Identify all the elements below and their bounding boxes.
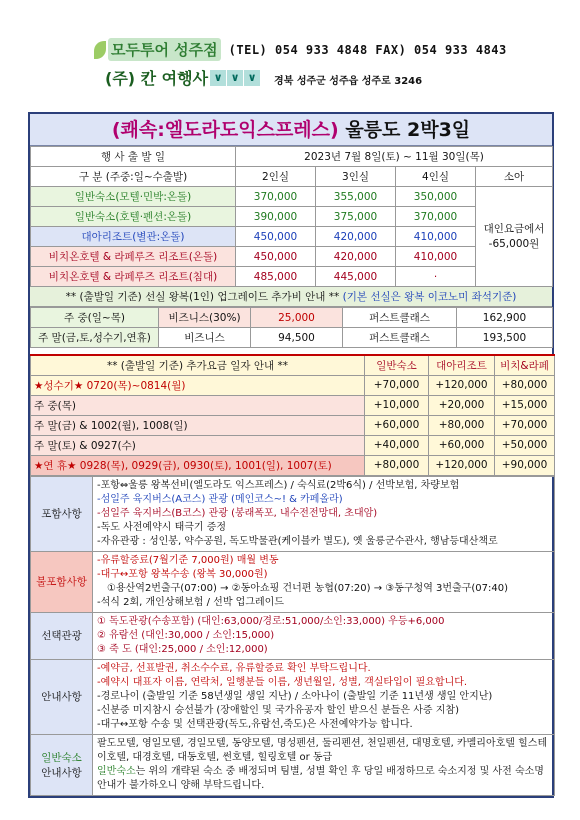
upgrade-price: 162,900 xyxy=(457,308,553,328)
price-table xyxy=(30,146,553,287)
address: 경북 성주군 성주읍 성주로 3246 xyxy=(274,76,423,87)
price-3: 445,000 xyxy=(316,267,396,287)
surcharge-a: +40,000 xyxy=(365,435,429,455)
brand-logo xyxy=(94,38,221,61)
included-line: -섬일주 육지버스(A코스) 관광 (메인코스~! & 카페올라) xyxy=(97,493,343,505)
price-row xyxy=(31,207,553,227)
agency-row xyxy=(105,66,422,89)
optional-line: ① 독도관광(수송포함) (대인:63,000/경로:51,000/소인:33,000) 우등+6,000 xyxy=(97,615,445,627)
lodging-label-a: 일반숙소 xyxy=(41,751,82,764)
upgrade-price: 193,500 xyxy=(457,328,553,348)
bird-logo-icon xyxy=(210,70,260,86)
surcharge-row xyxy=(31,455,555,475)
surcharge-b: +20,000 xyxy=(429,395,495,415)
header-cell: 소아 xyxy=(476,167,553,187)
title-ship: (쾌속:엘도라도익스프레스) xyxy=(111,119,339,141)
surcharge-b: +80,000 xyxy=(429,415,495,435)
price-3: 375,000 xyxy=(316,207,396,227)
surcharge-c: +50,000 xyxy=(495,435,555,455)
brand-name: 모두투어 성주점 xyxy=(108,38,221,61)
excluded-label: 불포함사항 xyxy=(31,551,93,612)
price-4: · xyxy=(396,267,476,287)
room-type: 일반숙소(모텔·민박:온돌) xyxy=(31,187,236,207)
lodging-row xyxy=(31,734,555,795)
price-2: 390,000 xyxy=(236,207,316,227)
brand-row xyxy=(94,38,507,61)
excluded-line: -대구↔포항 왕복수송 (왕복 30,000원) xyxy=(97,568,268,580)
surcharge-c: +80,000 xyxy=(495,375,555,395)
agency-name: (주) 칸 여행사 xyxy=(105,69,209,88)
surcharge-col: 일반숙소 xyxy=(365,355,429,375)
guide-row xyxy=(31,659,555,734)
surcharge-header-row xyxy=(31,355,555,375)
included-line: -포항⇔울릉 왕복선비(엘도라도 익스프레스) / 숙식료(2박6식) / 선박보험, 차량보험 xyxy=(97,479,460,491)
surcharge-a: +10,000 xyxy=(365,395,429,415)
upgrade-notice-a: ** (출발일 기준) 선실 왕복(1인) 업그레이드 추가비 안내 ** xyxy=(65,291,340,303)
excluded-row xyxy=(31,551,555,612)
lodging-note-highlight: 일반숙소 xyxy=(97,765,136,777)
bird-icon: ∨ xyxy=(227,70,243,86)
room-type: 비치온호텔 & 라페루즈 리조트(침대) xyxy=(31,267,236,287)
tel-fax: (TEL) 054 933 4848 FAX) 054 933 4843 xyxy=(228,42,507,57)
price-2: 485,000 xyxy=(236,267,316,287)
surcharge-label: ★연 휴★ 0928(목), 0929(금), 0930(토), 1001(일), 1007(토) xyxy=(31,455,365,475)
upgrade-price: 25,000 xyxy=(251,308,343,328)
surcharge-label: 주 말(토) & 0927(수) xyxy=(31,435,365,455)
info-table xyxy=(30,476,555,796)
price-3: 355,000 xyxy=(316,187,396,207)
upgrade-notice xyxy=(30,287,552,307)
included-line: -자유관광 : 성인봉, 약수공원, 독도박물관(케이블카 별도), 옛 울릉군수관사, 행남등대산책로 xyxy=(97,535,498,547)
guide-content xyxy=(93,659,555,734)
excluded-line: -석식 2회, 개인상해보험 / 선박 업그레이드 xyxy=(97,596,284,608)
price-header-row xyxy=(31,167,553,187)
guide-line: -예약시 대표자 이름, 연락처, 일행분들 이름, 생년월일, 성별, 객실타입이 필요합니다. xyxy=(97,676,468,688)
surcharge-row xyxy=(31,435,555,455)
surcharge-col: 대아리조트 xyxy=(429,355,495,375)
upgrade-table xyxy=(30,307,553,348)
upgrade-notice-b: (기본 선실은 왕복 이코노미 좌석기준) xyxy=(342,291,517,303)
price-2: 370,000 xyxy=(236,187,316,207)
upgrade-class-text: 비즈니스(30%) xyxy=(168,312,241,324)
bird-icon: ∨ xyxy=(210,70,226,86)
surcharge-b: +120,000 xyxy=(429,455,495,475)
surcharge-table xyxy=(30,354,555,476)
price-4: 370,000 xyxy=(396,207,476,227)
surcharge-b: +60,000 xyxy=(429,435,495,455)
guide-line: -예약금, 선표발권, 취소수수료, 유류할증료 확인 부탁드립니다. xyxy=(97,662,371,674)
header-cell: 2인실 xyxy=(236,167,316,187)
room-type: 비치온호텔 & 라페루즈 리조트(온돌) xyxy=(31,247,236,267)
child-price-note: 대인요금에서 -65,000원 xyxy=(476,187,553,287)
surcharge-a: +60,000 xyxy=(365,415,429,435)
header-cell: 구 분 (주중:일~수출발) xyxy=(31,167,236,187)
header-cell: 3인실 xyxy=(316,167,396,187)
guide-line: -대구↔포항 수송 및 선택관광(독도,유람선,죽도)은 사전예약가능 합니다. xyxy=(97,718,413,730)
excluded-content xyxy=(93,551,555,612)
price-row xyxy=(31,227,553,247)
room-type: 대아리조트(별관:온돌) xyxy=(31,227,236,247)
included-line: -섬일주 육지버스(B코스) 관광 (봉래폭포, 내수전전망대, 초대암) xyxy=(97,507,378,519)
price-2: 450,000 xyxy=(236,227,316,247)
included-row xyxy=(31,476,555,551)
lodging-note-text: 는 위의 개략된 숙소 중 배정되며 팀별, 성별 확인 후 당일 배정하므로 숙소지정 및 사전 숙소명 안내가 불가하오니 양해 부탁드립니다. xyxy=(97,765,544,791)
price-4: 410,000 xyxy=(396,247,476,267)
included-label: 포함사항 xyxy=(31,476,93,551)
surcharge-row xyxy=(31,375,555,395)
room-type: 일반숙소(호텔·펜션:온돌) xyxy=(31,207,236,227)
guide-label: 안내사항 xyxy=(31,659,93,734)
price-4: 410,000 xyxy=(396,227,476,247)
upgrade-class: 비즈니스 xyxy=(159,328,251,348)
upgrade-price: 94,500 xyxy=(251,328,343,348)
surcharge-row xyxy=(31,415,555,435)
upgrade-period: 주 말(금,토,성수기,연휴) xyxy=(31,328,159,348)
surcharge-c: +90,000 xyxy=(495,455,555,475)
surcharge-b: +120,000 xyxy=(429,375,495,395)
price-3: 420,000 xyxy=(316,247,396,267)
price-3: 420,000 xyxy=(316,227,396,247)
upgrade-class: 퍼스트클래스 xyxy=(343,308,457,328)
surcharge-label: 주 말(금) & 1002(월), 1008(일) xyxy=(31,415,365,435)
optional-label: 선택관광 xyxy=(31,612,93,659)
surcharge-label: 주 중(목) xyxy=(31,395,365,415)
surcharge-a: +70,000 xyxy=(365,375,429,395)
surcharge-c: +70,000 xyxy=(495,415,555,435)
optional-line: ② 유람선 (대인:30,000 / 소인:15,000) xyxy=(97,629,275,641)
price-row xyxy=(31,187,553,207)
upgrade-row xyxy=(31,328,553,348)
header-cell: 4인실 xyxy=(396,167,476,187)
price-4: 350,000 xyxy=(396,187,476,207)
optional-content xyxy=(93,612,555,659)
lodging-label-b: 안내사항 xyxy=(41,766,82,779)
bird-icon: ∨ xyxy=(244,70,260,86)
header xyxy=(0,0,580,112)
excluded-line: -유류할증료(7월기준 7,000원) 매월 변동 xyxy=(97,554,279,566)
excluded-line: ①용산역2번출구(07:00) → ②동아쇼핑 건너편 농협(07:20) → ③동구청역 3번출구(07:40) xyxy=(107,582,509,594)
price-2: 450,000 xyxy=(236,247,316,267)
price-row xyxy=(31,267,553,287)
lodging-list: 팔도모텔, 영일모텔, 경일모텔, 동양모텔, 명성펜션, 둘리펜션, 천일펜션, 대명호텔, 카멜리아호텔 힐스테이호텔, 대경호텔, 대동호텔, 썬호텔, 힐링호텔 or 동급 xyxy=(97,737,548,763)
included-content xyxy=(93,476,555,551)
surcharge-a: +80,000 xyxy=(365,455,429,475)
departure-value: 2023년 7월 8일(토) ~ 11월 30일(목) xyxy=(236,147,553,167)
upgrade-row xyxy=(31,308,553,328)
lodging-label xyxy=(31,734,93,795)
surcharge-row xyxy=(31,395,555,415)
guide-line: -신분증 미지참시 승선불가 (장애할인 및 국가유공자 할인 받으신 분들은 사증 지참) xyxy=(97,704,459,716)
departure-row xyxy=(31,147,553,167)
included-line: -독도 사전예약시 태극기 증정 xyxy=(97,521,227,533)
guide-line: -경로나이 (출발일 기준 58년생일 생일 지난) / 소아나이 (출발일 기준 11년생 생일 안지난) xyxy=(97,690,493,702)
lodging-note xyxy=(93,765,554,793)
upgrade-class xyxy=(159,308,251,328)
surcharge-label: ★성수기★ 0720(목)~0814(월) xyxy=(31,375,365,395)
optional-line: ③ 죽 도 (대인:25,000 / 소인:12,000) xyxy=(97,643,268,655)
surcharge-col: 비치&라페 xyxy=(495,355,555,375)
upgrade-class: 퍼스트클래스 xyxy=(343,328,457,348)
title-destination: 울릉도 2박3일 xyxy=(345,119,471,141)
upgrade-period: 주 중(일~목) xyxy=(31,308,159,328)
surcharge-header: ** (출발일 기준) 추가요금 일자 안내 ** xyxy=(31,355,365,375)
surcharge-c: +15,000 xyxy=(495,395,555,415)
lodging-content xyxy=(93,734,555,795)
optional-row xyxy=(31,612,555,659)
tour-document xyxy=(28,112,554,798)
price-row xyxy=(31,247,553,267)
page-title xyxy=(30,114,552,146)
departure-label: 행 사 출 발 일 xyxy=(31,147,236,167)
leaf-icon xyxy=(94,41,106,59)
